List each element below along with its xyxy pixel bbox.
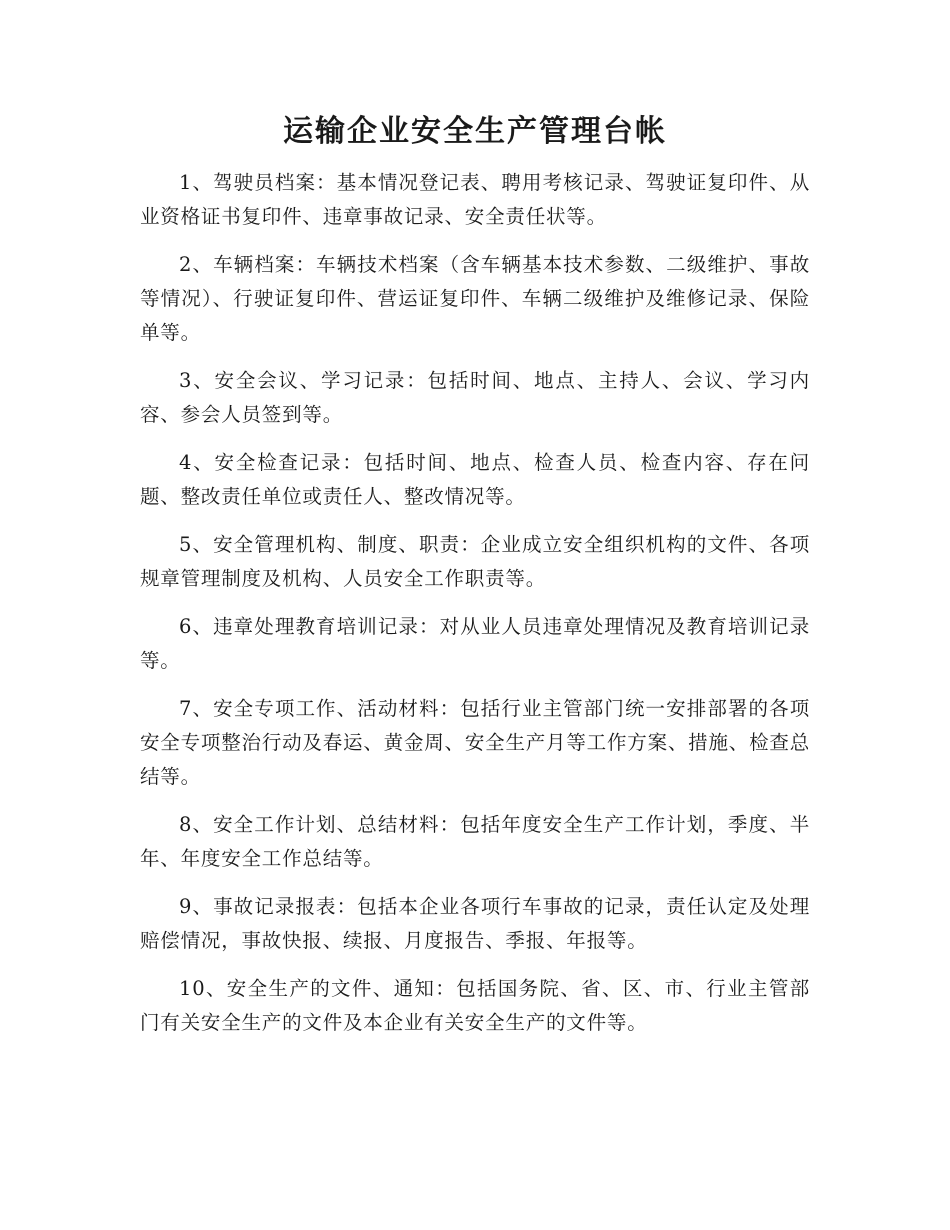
paragraph-1: 1、驾驶员档案：基本情况登记表、聘用考核记录、驾驶证复印件、从业资格证书复印件、违章事故记录、安全责任状等。 (140, 171, 810, 228)
paragraph-8: 8、安全工作计划、总结材料：包括年度安全生产工作计划，季度、半年、年度安全工作总结等。 (140, 813, 810, 870)
paragraph-10: 10、安全生产的文件、通知：包括国务院、省、区、市、行业主管部门有关安全生产的文件及本企业有关安全生产的文件等。 (140, 977, 810, 1034)
paragraph-4: 4、安全检查记录：包括时间、地点、检查人员、检查内容、存在问题、整改责任单位或责任人、整改情况等。 (140, 451, 810, 508)
paragraph-7: 7、安全专项工作、活动材料：包括行业主管部门统一安排部署的各项安全专项整治行动及春运、黄金周、安全生产月等工作方案、措施、检查总结等。 (140, 697, 810, 788)
paragraph-9: 9、事故记录报表：包括本企业各项行车事故的记录，责任认定及处理赔偿情况，事故快报、续报、月度报告、季报、年报等。 (140, 895, 810, 952)
paragraph-3: 3、安全会议、学习记录：包括时间、地点、主持人、会议、学习内容、参会人员签到等。 (140, 369, 810, 426)
paragraph-5: 5、安全管理机构、制度、职责：企业成立安全组织机构的文件、各项规章管理制度及机构、人员安全工作职责等。 (140, 533, 810, 590)
paragraph-2: 2、车辆档案：车辆技术档案（含车辆基本技术参数、二级维护、事故等情况）、行驶证复印件、营运证复印件、车辆二级维护及维修记录、保险单等。 (140, 253, 810, 344)
document-body (140, 166, 810, 1054)
document-title: 运输企业安全生产管理台帐 (283, 114, 667, 149)
paragraph-6: 6、违章处理教育培训记录：对从业人员违章处理情况及教育培训记录等。 (140, 615, 810, 672)
